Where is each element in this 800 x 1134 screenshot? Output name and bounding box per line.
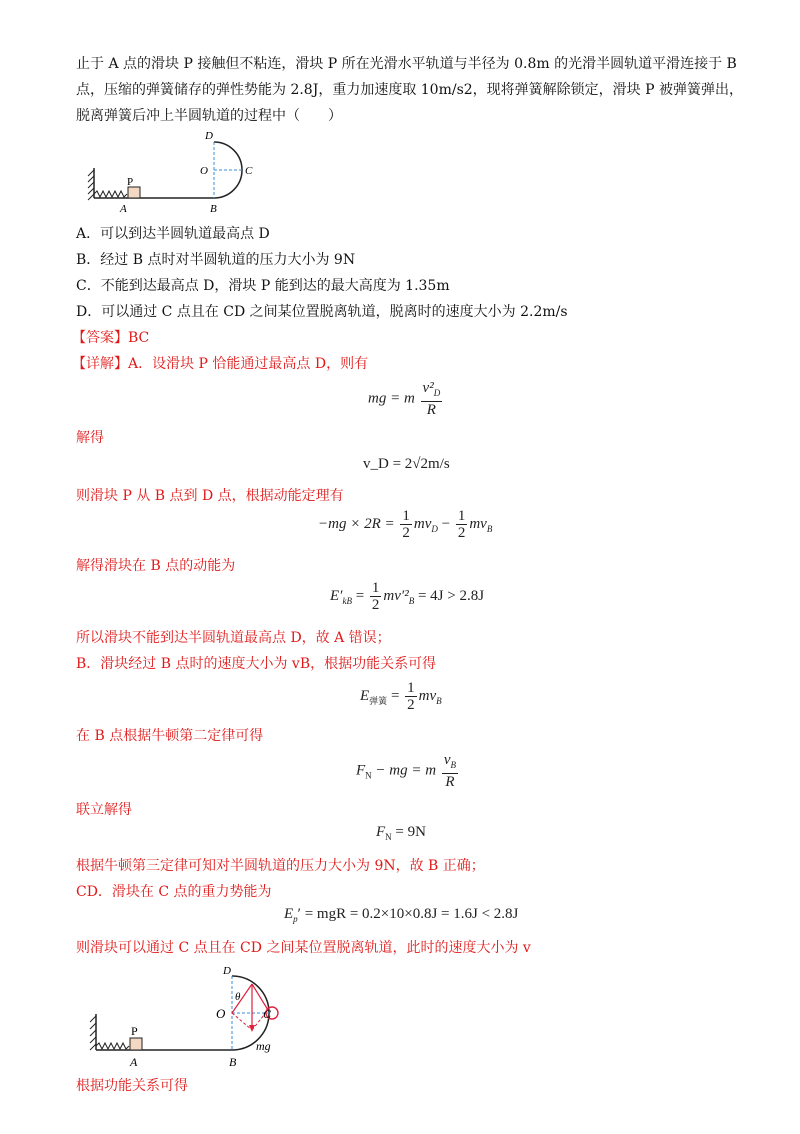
option-a: A．可以到达半圆轨道最高点 D (76, 226, 270, 242)
label-C: C (263, 1007, 272, 1021)
equation-7: $F_N = 9N$ (376, 824, 426, 842)
equation-1: mg = m $\frac{v^2_D}{R}$ (368, 380, 441, 418)
equation-4: $E'_{kB}$ = $\frac{1}{2}$ $mv'^2_B = 4J > 2.8J$ (330, 580, 485, 613)
label-D: D (205, 130, 213, 142)
final-line: 根据功能关系可得 (76, 1078, 188, 1094)
answer-tag: 【答案】 (72, 330, 128, 346)
equation-8: $E_p'$ = mgR = 0.2×10×0.8J = 1.6J < 2.8J (284, 906, 519, 924)
ke-line: 解得滑块在 B 点的动能为 (76, 558, 236, 574)
equation-2: v_D = 2√2m/s (363, 456, 450, 472)
label-P: P (131, 1024, 138, 1038)
detail-tag: 【详解】 (72, 356, 128, 372)
question-line-1: 止于 A 点的滑块 P 接触但不粘连，滑块 P 所在光滑水平轨道与半径为 0.8m 的光滑半圆轨道平滑连接于 B (76, 56, 737, 72)
equation-5: $E_{弹簧}$ = $\frac{1}{2}$ $mv_B$ (360, 680, 442, 713)
label-O: O (200, 165, 208, 177)
cd-intro: CD．滑块在 C 点的重力势能为 (76, 884, 272, 900)
track-figure-1 (86, 128, 276, 218)
answer-line (72, 328, 149, 348)
label-B: B (229, 1055, 237, 1069)
label-P: P (127, 176, 134, 188)
question-line-2: 点，压缩的弹簧储存的弹性势能为 2.8J，重力加速度取 10m/s2，现将弹簧解除锁定，滑块 P 被弹簧弹出， (76, 82, 743, 98)
label-mg: mg (256, 1039, 271, 1053)
option-d: D．可以通过 C 点且在 CD 之间某位置脱离轨道，脱离时的速度大小为 2.2m/s (76, 304, 568, 320)
conclusion-a: 所以滑块不能到达半圆轨道最高点 D，故 A 错误； (76, 630, 391, 646)
option-b: B．经过 B 点时对半圆轨道的压力大小为 9N (76, 252, 356, 268)
newton2-line: 在 B 点根据牛顿第二定律可得 (76, 728, 264, 744)
label-C: C (245, 165, 253, 177)
newton3-line: 根据牛顿第三定律可知对半圆轨道的压力大小为 9N，故 B 正确； (76, 858, 485, 874)
track-figure-2 (88, 966, 300, 1070)
option-c: C．不能到达最高点 D，滑块 P 能到达的最大高度为 1.35m (76, 278, 450, 294)
combine-line: 联立解得 (76, 802, 132, 818)
equation-3: −mg × 2R = $\frac{1}{2}$ $mv_D$ − $\frac{1}{2}$ $mv_B$ (318, 508, 493, 541)
label-B: B (210, 203, 217, 215)
label-D: D (223, 966, 231, 977)
answer-value: BC (128, 330, 150, 346)
label-theta: θ (235, 991, 241, 1003)
detail-intro: 【详解】A．设滑块 P 恰能通过最高点 D，则有 (72, 356, 369, 372)
label-A: A (130, 1055, 138, 1069)
cd-line: 则滑块可以通过 C 点且在 CD 之间某位置脱离轨道，此时的速度大小为 v (76, 940, 531, 956)
energy-line: 则滑块 P 从 B 点到 D 点，根据动能定理有 (76, 488, 344, 504)
b-intro: B．滑块经过 B 点时的速度大小为 vB，根据功能关系可得 (76, 656, 437, 672)
question-line-3: 脱离弹簧后冲上半圆轨道的过程中（ ） (76, 108, 342, 124)
equation-6: $F_N$ − mg = m $\frac{v_B}{R}$ (356, 752, 457, 790)
label-O: O (216, 1006, 226, 1021)
label-A: A (120, 203, 127, 215)
solve-1: 解得 (76, 430, 104, 446)
